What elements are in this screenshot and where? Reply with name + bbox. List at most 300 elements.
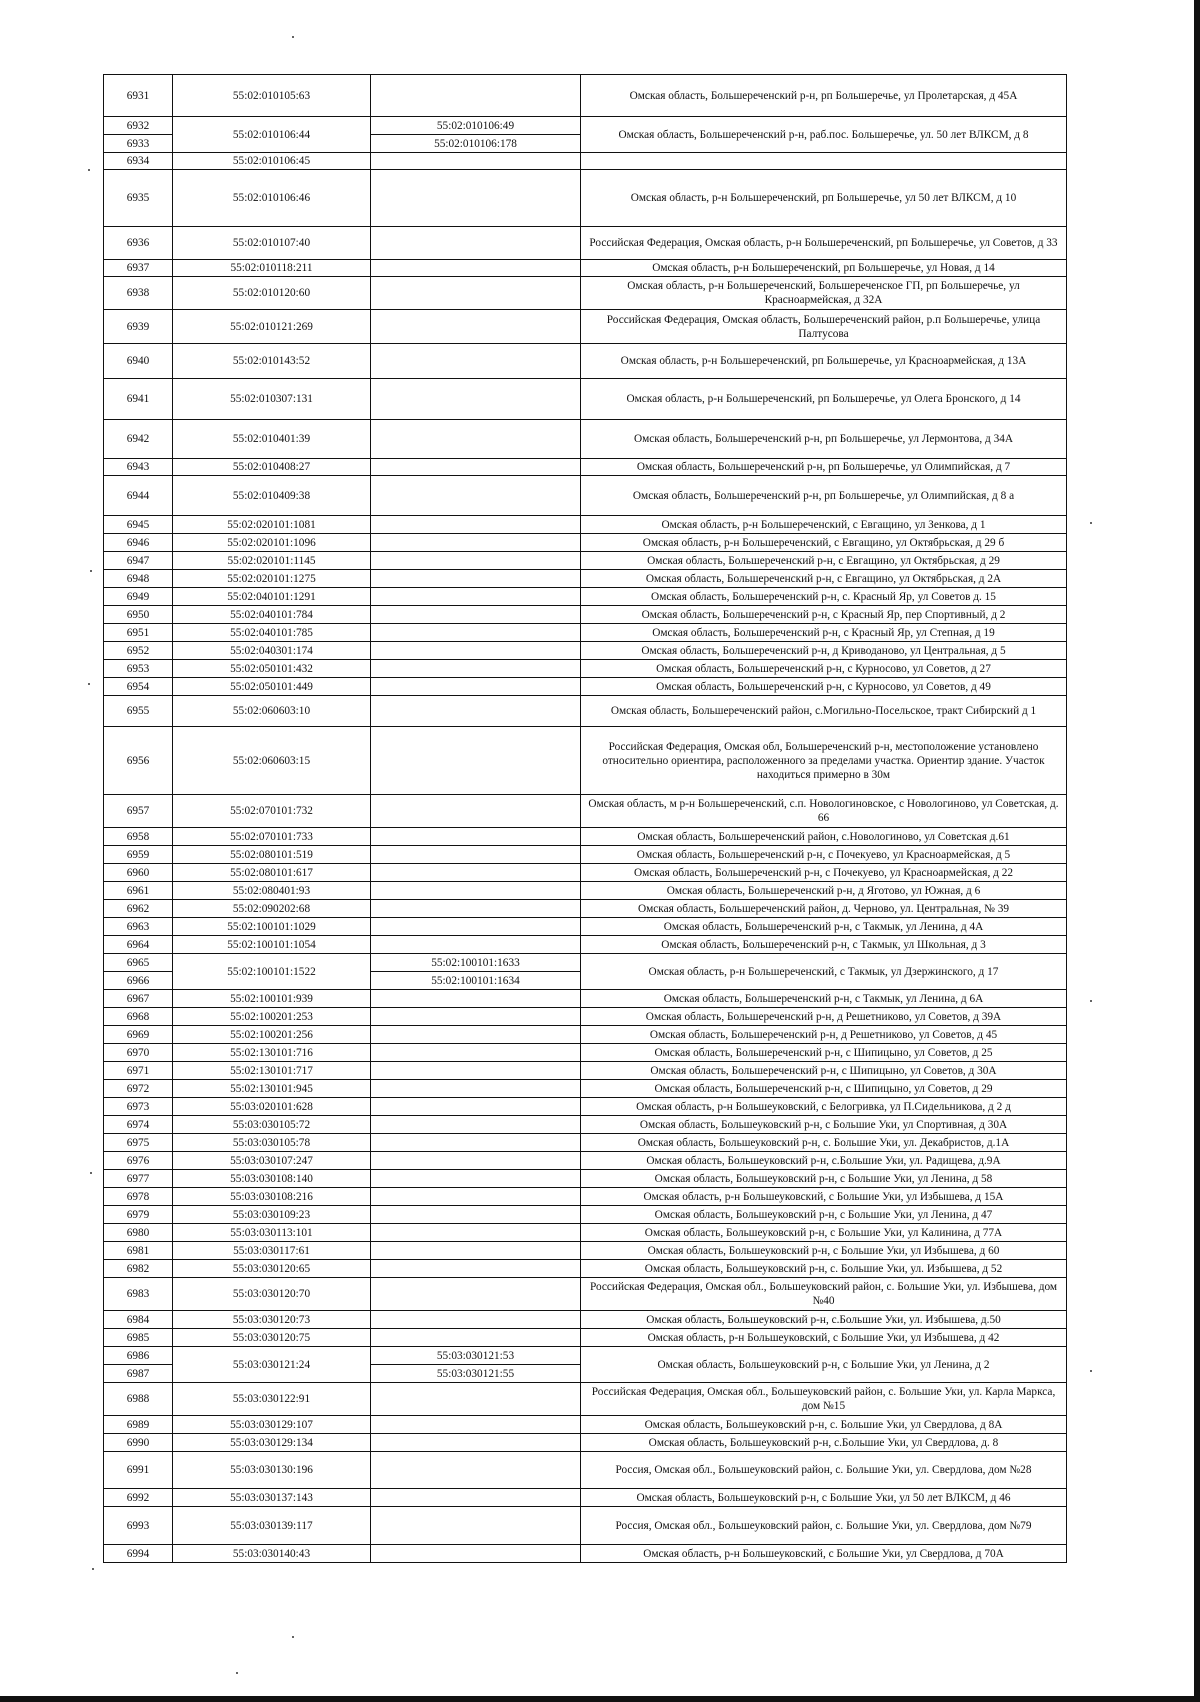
- scan-speck: [292, 1636, 294, 1638]
- related-cadastral-cell: [371, 1311, 581, 1329]
- row-number-cell: 6990: [104, 1434, 173, 1452]
- address-cell: Российская Федерация, Омская обл, Большереченский р-н, местоположение установлено относительно ориентира, расположенного за пределами участка. Ориентир здание. Участок находиться примерно в 30м: [581, 727, 1067, 795]
- scan-speck: [1090, 1370, 1092, 1372]
- row-number-cell: 6993: [104, 1507, 173, 1545]
- address-cell: Российская Федерация, Омская обл., Большеуковский район, с. Большие Уки, ул. Избышева, дом №40: [581, 1278, 1067, 1311]
- address-cell: [581, 153, 1067, 170]
- address-cell: Омская область, р-н Большереченский, рп Большеречье, ул Красноармейская, д 13А: [581, 344, 1067, 379]
- address-cell: Омская область, р-н Большереченский, с Евгащино, ул Зенкова, д 1: [581, 516, 1067, 534]
- cadastral-number-cell: 55:02:010107:40: [173, 227, 371, 260]
- related-cadastral-cell: [371, 1416, 581, 1434]
- row-number-cell: 6965: [104, 954, 173, 972]
- table-row: [104, 660, 1067, 678]
- cadastral-number-cell: 55:02:080401:93: [173, 882, 371, 900]
- cadastral-number-cell: 55:03:030129:134: [173, 1434, 371, 1452]
- table-row: [104, 1062, 1067, 1080]
- related-cadastral-cell: [371, 1242, 581, 1260]
- table-row: [104, 1098, 1067, 1116]
- row-number-cell: 6969: [104, 1026, 173, 1044]
- related-cadastral-cell: [371, 570, 581, 588]
- address-cell: Омская область, Большереченский р-н, с Такмык, ул Ленина, д 4А: [581, 918, 1067, 936]
- related-cadastral-cell: [371, 678, 581, 696]
- cadastral-number-cell: 55:02:060603:10: [173, 696, 371, 727]
- registry-table: [103, 74, 1067, 1563]
- row-number-cell: 6946: [104, 534, 173, 552]
- cadastral-number-cell: 55:02:010121:269: [173, 310, 371, 344]
- table-row: [104, 1242, 1067, 1260]
- related-cadastral-cell: [371, 476, 581, 516]
- row-number-cell: 6992: [104, 1489, 173, 1507]
- row-number-cell: 6933: [104, 135, 173, 153]
- table-row: [104, 1416, 1067, 1434]
- address-cell: Омская область, р-н Большереченский, с Евгащино, ул Октябрьская, д 29 б: [581, 534, 1067, 552]
- related-cadastral-cell: [371, 260, 581, 277]
- address-cell: Омская область, Большереченский р-н, с Шипицыно, ул Советов, д 30А: [581, 1062, 1067, 1080]
- table-row: [104, 606, 1067, 624]
- table-row: [104, 1311, 1067, 1329]
- table-row: [104, 1278, 1067, 1311]
- related-cadastral-cell: [371, 1152, 581, 1170]
- scan-speck: [88, 169, 90, 171]
- registry-body: [104, 75, 1067, 1563]
- row-number-cell: 6954: [104, 678, 173, 696]
- address-cell: Омская область, Большеуковский р-н, с.Большие Уки, ул Свердлова, д. 8: [581, 1434, 1067, 1452]
- cadastral-number-cell: 55:02:080101:519: [173, 846, 371, 864]
- row-number-cell: 6955: [104, 696, 173, 727]
- address-cell: Омская область, Большереченский р-н, с Шипицыно, ул Советов, д 29: [581, 1080, 1067, 1098]
- cadastral-number-cell: 55:02:010106:45: [173, 153, 371, 170]
- address-cell: Омская область, Большеуковский р-н, с. Большие Уки, ул Свердлова, д 8А: [581, 1416, 1067, 1434]
- address-cell: Российская Федерация, Омская обл., Большеуковский район, с. Большие Уки, ул. Карла Маркса, дом №15: [581, 1383, 1067, 1416]
- row-number-cell: 6980: [104, 1224, 173, 1242]
- address-cell: Омская область, Большереченский р-н, с Красный Яр, пер Спортивный, д 2: [581, 606, 1067, 624]
- cadastral-number-cell: 55:03:030130:196: [173, 1452, 371, 1489]
- cadastral-number-cell: 55:02:040101:784: [173, 606, 371, 624]
- cadastral-number-cell: 55:02:070101:732: [173, 795, 371, 828]
- cadastral-number-cell: 55:02:100101:1522: [173, 954, 371, 990]
- related-cadastral-cell: [371, 1044, 581, 1062]
- related-cadastral-cell: 55:02:100101:1634: [371, 972, 581, 990]
- cadastral-number-cell: 55:02:010106:46: [173, 170, 371, 227]
- table-row: [104, 379, 1067, 420]
- table-row: [104, 1507, 1067, 1545]
- cadastral-number-cell: 55:03:030122:91: [173, 1383, 371, 1416]
- table-row: [104, 1170, 1067, 1188]
- address-cell: Омская область, Большеуковский р-н, с. Большие Уки, ул. Избышева, д 52: [581, 1260, 1067, 1278]
- address-cell: Омская область, Большереченский р-н, с Курносово, ул Советов, д 49: [581, 678, 1067, 696]
- row-number-cell: 6945: [104, 516, 173, 534]
- table-row: [104, 117, 1067, 135]
- related-cadastral-cell: 55:03:030121:53: [371, 1347, 581, 1365]
- cadastral-number-cell: 55:02:080101:617: [173, 864, 371, 882]
- address-cell: Омская область, Большеуковский р-н, с.Большие Уки, ул. Радищева, д.9А: [581, 1152, 1067, 1170]
- related-cadastral-cell: [371, 828, 581, 846]
- address-cell: Омская область, р-н Большеуковский, с Большие Уки, ул Избышева, д 42: [581, 1329, 1067, 1347]
- table-row: [104, 1134, 1067, 1152]
- row-number-cell: 6971: [104, 1062, 173, 1080]
- table-row: [104, 1452, 1067, 1489]
- table-row: [104, 918, 1067, 936]
- cadastral-number-cell: 55:02:100201:253: [173, 1008, 371, 1026]
- address-cell: Омская область, Большереченский р-н, с Красный Яр, ул Степная, д 19: [581, 624, 1067, 642]
- cadastral-number-cell: 55:03:030105:72: [173, 1116, 371, 1134]
- related-cadastral-cell: [371, 1098, 581, 1116]
- row-number-cell: 6988: [104, 1383, 173, 1416]
- row-number-cell: 6949: [104, 588, 173, 606]
- row-number-cell: 6951: [104, 624, 173, 642]
- row-number-cell: 6940: [104, 344, 173, 379]
- related-cadastral-cell: [371, 516, 581, 534]
- row-number-cell: 6950: [104, 606, 173, 624]
- cadastral-number-cell: 55:02:010120:60: [173, 277, 371, 310]
- cadastral-number-cell: 55:02:010106:44: [173, 117, 371, 153]
- table-row: [104, 642, 1067, 660]
- address-cell: Омская область, Большеуковский р-н, с Большие Уки, ул Ленина, д 2: [581, 1347, 1067, 1383]
- cadastral-number-cell: 55:02:070101:733: [173, 828, 371, 846]
- related-cadastral-cell: [371, 900, 581, 918]
- related-cadastral-cell: [371, 170, 581, 227]
- cadastral-number-cell: 55:02:060603:15: [173, 727, 371, 795]
- address-cell: Омская область, Большеуковский р-н, с Большие Уки, ул Ленина, д 58: [581, 1170, 1067, 1188]
- related-cadastral-cell: [371, 75, 581, 117]
- row-number-cell: 6987: [104, 1365, 173, 1383]
- cadastral-number-cell: 55:02:010118:211: [173, 260, 371, 277]
- related-cadastral-cell: [371, 795, 581, 828]
- cadastral-number-cell: 55:03:030117:61: [173, 1242, 371, 1260]
- row-number-cell: 6994: [104, 1545, 173, 1563]
- address-cell: Омская область, Большереченский р-н, с Почекуево, ул Красноармейская, д 5: [581, 846, 1067, 864]
- cadastral-number-cell: 55:03:030120:73: [173, 1311, 371, 1329]
- cadastral-number-cell: 55:02:050101:449: [173, 678, 371, 696]
- address-cell: Омская область, Большеуковский р-н, с Большие Уки, ул Спортивная, д 30А: [581, 1116, 1067, 1134]
- related-cadastral-cell: [371, 624, 581, 642]
- related-cadastral-cell: [371, 642, 581, 660]
- row-number-cell: 6957: [104, 795, 173, 828]
- row-number-cell: 6984: [104, 1311, 173, 1329]
- table-row: [104, 570, 1067, 588]
- address-cell: Омская область, Большереченский р-н, рп Большеречье, ул Олимпийская, д 8 а: [581, 476, 1067, 516]
- related-cadastral-cell: [371, 918, 581, 936]
- row-number-cell: 6932: [104, 117, 173, 135]
- related-cadastral-cell: [371, 1260, 581, 1278]
- address-cell: Омская область, р-н Большереченский, с Такмык, ул Дзержинского, д 17: [581, 954, 1067, 990]
- scan-speck: [90, 1172, 92, 1174]
- scan-speck: [292, 36, 294, 38]
- cadastral-number-cell: 55:03:030120:65: [173, 1260, 371, 1278]
- cadastral-number-cell: 55:03:030121:24: [173, 1347, 371, 1383]
- scan-speck: [1090, 1000, 1092, 1002]
- related-cadastral-cell: 55:02:100101:1633: [371, 954, 581, 972]
- cadastral-number-cell: 55:03:030129:107: [173, 1416, 371, 1434]
- related-cadastral-cell: [371, 1080, 581, 1098]
- related-cadastral-cell: [371, 1434, 581, 1452]
- address-cell: Россия, Омская обл., Большеуковский район, с. Большие Уки, ул. Свердлова, дом №79: [581, 1507, 1067, 1545]
- cadastral-number-cell: 55:02:020101:1081: [173, 516, 371, 534]
- table-row: [104, 1152, 1067, 1170]
- related-cadastral-cell: [371, 1170, 581, 1188]
- cadastral-number-cell: 55:03:020101:628: [173, 1098, 371, 1116]
- row-number-cell: 6968: [104, 1008, 173, 1026]
- table-row: [104, 1260, 1067, 1278]
- row-number-cell: 6976: [104, 1152, 173, 1170]
- cadastral-number-cell: 55:02:010408:27: [173, 459, 371, 476]
- row-number-cell: 6959: [104, 846, 173, 864]
- row-number-cell: 6931: [104, 75, 173, 117]
- address-cell: Омская область, Большеуковский р-н, с.Большие Уки, ул. Избышева, д.50: [581, 1311, 1067, 1329]
- cadastral-number-cell: 55:02:010401:39: [173, 420, 371, 459]
- table-row: [104, 1434, 1067, 1452]
- related-cadastral-cell: [371, 1134, 581, 1152]
- row-number-cell: 6972: [104, 1080, 173, 1098]
- address-cell: Омская область, Большереченский р-н, рп Большеречье, ул Пролетарская, д 45А: [581, 75, 1067, 117]
- related-cadastral-cell: [371, 1188, 581, 1206]
- address-cell: Омская область, р-н Большеуковский, с Большие Уки, ул Свердлова, д 70А: [581, 1545, 1067, 1563]
- address-cell: Омская область, Большереченский р-н, д Решетниково, ул Советов, д 39А: [581, 1008, 1067, 1026]
- table-row: [104, 476, 1067, 516]
- table-row: [104, 1347, 1067, 1365]
- table-row: [104, 624, 1067, 642]
- address-cell: Омская область, р-н Большеуковский, с Большие Уки, ул Избышева, д 15А: [581, 1188, 1067, 1206]
- address-cell: Омская область, Большеуковский р-н, с Большие Уки, ул Избышева, д 60: [581, 1242, 1067, 1260]
- cadastral-number-cell: 55:03:030120:70: [173, 1278, 371, 1311]
- related-cadastral-cell: [371, 1062, 581, 1080]
- cadastral-number-cell: 55:03:030137:143: [173, 1489, 371, 1507]
- table-row: [104, 1008, 1067, 1026]
- cadastral-number-cell: 55:02:100101:1029: [173, 918, 371, 936]
- table-row: [104, 1489, 1067, 1507]
- related-cadastral-cell: [371, 1008, 581, 1026]
- address-cell: Омская область, Большеуковский р-н, с. Большие Уки, ул. Декабристов, д.1А: [581, 1134, 1067, 1152]
- table-row: [104, 588, 1067, 606]
- cadastral-number-cell: 55:03:030107:247: [173, 1152, 371, 1170]
- related-cadastral-cell: [371, 1329, 581, 1347]
- scan-speck: [1090, 522, 1092, 524]
- table-row: [104, 1026, 1067, 1044]
- address-cell: Омская область, Большереченский р-н, раб.пос. Большеречье, ул. 50 лет ВЛКСМ, д 8: [581, 117, 1067, 153]
- address-cell: Омская область, Большереченский р-н, д Яготово, ул Южная, д 6: [581, 882, 1067, 900]
- table-row: [104, 1116, 1067, 1134]
- related-cadastral-cell: [371, 1206, 581, 1224]
- address-cell: Омская область, р-н Большеуковский, с Белогривка, ул П.Сидельникова, д 2 д: [581, 1098, 1067, 1116]
- row-number-cell: 6943: [104, 459, 173, 476]
- table-row: [104, 170, 1067, 227]
- related-cadastral-cell: [371, 227, 581, 260]
- address-cell: Омская область, Большереченский р-н, с. Красный Яр, ул Советов д. 15: [581, 588, 1067, 606]
- cadastral-number-cell: 55:02:100101:1054: [173, 936, 371, 954]
- related-cadastral-cell: [371, 1026, 581, 1044]
- related-cadastral-cell: [371, 310, 581, 344]
- related-cadastral-cell: [371, 420, 581, 459]
- table-row: [104, 75, 1067, 117]
- row-number-cell: 6989: [104, 1416, 173, 1434]
- page-edge-bottom: [0, 1696, 1200, 1702]
- address-cell: Омская область, Большеуковский р-н, с Большие Уки, ул Калинина, д 77А: [581, 1224, 1067, 1242]
- cadastral-number-cell: 55:02:020101:1096: [173, 534, 371, 552]
- row-number-cell: 6952: [104, 642, 173, 660]
- cadastral-number-cell: 55:03:030140:43: [173, 1545, 371, 1563]
- address-cell: Российская Федерация, Омская область, р-н Большереченский, рп Большеречье, ул Советов, д 33: [581, 227, 1067, 260]
- cadastral-number-cell: 55:02:020101:1145: [173, 552, 371, 570]
- cadastral-number-cell: 55:03:030108:140: [173, 1170, 371, 1188]
- address-cell: Омская область, Большереченский р-н, д Решетниково, ул Советов, д 45: [581, 1026, 1067, 1044]
- table-row: [104, 828, 1067, 846]
- related-cadastral-cell: [371, 727, 581, 795]
- table-row: [104, 1188, 1067, 1206]
- row-number-cell: 6941: [104, 379, 173, 420]
- table-row: [104, 534, 1067, 552]
- row-number-cell: 6970: [104, 1044, 173, 1062]
- row-number-cell: 6962: [104, 900, 173, 918]
- cadastral-number-cell: 55:02:020101:1275: [173, 570, 371, 588]
- cadastral-number-cell: 55:02:090202:68: [173, 900, 371, 918]
- row-number-cell: 6935: [104, 170, 173, 227]
- table-row: [104, 795, 1067, 828]
- related-cadastral-cell: [371, 1507, 581, 1545]
- related-cadastral-cell: 55:03:030121:55: [371, 1365, 581, 1383]
- cadastral-number-cell: 55:02:010143:52: [173, 344, 371, 379]
- table-row: [104, 1044, 1067, 1062]
- row-number-cell: 6973: [104, 1098, 173, 1116]
- related-cadastral-cell: [371, 606, 581, 624]
- related-cadastral-cell: [371, 660, 581, 678]
- row-number-cell: 6967: [104, 990, 173, 1008]
- address-cell: Омская область, Большереченский р-н, с Шипицыно, ул Советов, д 25: [581, 1044, 1067, 1062]
- row-number-cell: 6944: [104, 476, 173, 516]
- related-cadastral-cell: [371, 1452, 581, 1489]
- address-cell: Омская область, Большереченский р-н, с Такмык, ул Школьная, д 3: [581, 936, 1067, 954]
- address-cell: Омская область, м р-н Большереченский, с.п. Новологиновское, с Новологиново, ул Советская, д. 66: [581, 795, 1067, 828]
- address-cell: Россия, Омская обл., Большеуковский район, с. Большие Уки, ул. Свердлова, дом №28: [581, 1452, 1067, 1489]
- row-number-cell: 6978: [104, 1188, 173, 1206]
- cadastral-number-cell: 55:02:040301:174: [173, 642, 371, 660]
- row-number-cell: 6966: [104, 972, 173, 990]
- related-cadastral-cell: [371, 846, 581, 864]
- address-cell: Омская область, Большереченский район, д. Черново, ул. Центральная, № 39: [581, 900, 1067, 918]
- related-cadastral-cell: [371, 864, 581, 882]
- cadastral-number-cell: 55:02:040101:1291: [173, 588, 371, 606]
- cadastral-number-cell: 55:03:030109:23: [173, 1206, 371, 1224]
- address-cell: Омская область, Большереченский р-н, рп Большеречье, ул Олимпийская, д 7: [581, 459, 1067, 476]
- related-cadastral-cell: [371, 936, 581, 954]
- related-cadastral-cell: [371, 534, 581, 552]
- address-cell: Омская область, р-н Большереченский, Большереченское ГП, рп Большеречье, ул Красноармейская, д 32А: [581, 277, 1067, 310]
- row-number-cell: 6953: [104, 660, 173, 678]
- address-cell: Российская Федерация, Омская область, Большереченский район, р.п Большеречье, улица Палтусова: [581, 310, 1067, 344]
- address-cell: Омская область, Большереченский р-н, с Курносово, ул Советов, д 27: [581, 660, 1067, 678]
- row-number-cell: 6960: [104, 864, 173, 882]
- related-cadastral-cell: [371, 1545, 581, 1563]
- table-row: [104, 954, 1067, 972]
- address-cell: Омская область, Большеуковский р-н, с Большие Уки, ул Ленина, д 47: [581, 1206, 1067, 1224]
- row-number-cell: 6961: [104, 882, 173, 900]
- table-row: [104, 936, 1067, 954]
- table-row: [104, 552, 1067, 570]
- cadastral-number-cell: 55:03:030139:117: [173, 1507, 371, 1545]
- table-row: [104, 1224, 1067, 1242]
- related-cadastral-cell: [371, 1383, 581, 1416]
- table-row: [104, 420, 1067, 459]
- row-number-cell: 6937: [104, 260, 173, 277]
- scan-speck: [90, 570, 92, 572]
- related-cadastral-cell: [371, 1116, 581, 1134]
- address-cell: Омская область, Большереченский р-н, с Такмык, ул Ленина, д 6А: [581, 990, 1067, 1008]
- table-row: [104, 1206, 1067, 1224]
- related-cadastral-cell: 55:02:010106:49: [371, 117, 581, 135]
- cadastral-number-cell: 55:02:010307:131: [173, 379, 371, 420]
- related-cadastral-cell: [371, 552, 581, 570]
- row-number-cell: 6982: [104, 1260, 173, 1278]
- row-number-cell: 6963: [104, 918, 173, 936]
- related-cadastral-cell: 55:02:010106:178: [371, 135, 581, 153]
- row-number-cell: 6956: [104, 727, 173, 795]
- row-number-cell: 6964: [104, 936, 173, 954]
- related-cadastral-cell: [371, 1224, 581, 1242]
- table-row: [104, 678, 1067, 696]
- table-row: [104, 864, 1067, 882]
- related-cadastral-cell: [371, 459, 581, 476]
- scan-speck: [92, 1568, 94, 1570]
- table-row: [104, 900, 1067, 918]
- table-row: [104, 227, 1067, 260]
- table-row: [104, 882, 1067, 900]
- address-cell: Омская область, Большереченский р-н, рп Большеречье, ул Лермонтова, д 34А: [581, 420, 1067, 459]
- cadastral-number-cell: 55:02:100201:256: [173, 1026, 371, 1044]
- row-number-cell: 6975: [104, 1134, 173, 1152]
- table-row: [104, 260, 1067, 277]
- page-edge-right: [1194, 0, 1200, 1702]
- table-row: [104, 1080, 1067, 1098]
- related-cadastral-cell: [371, 277, 581, 310]
- table-row: [104, 1383, 1067, 1416]
- cadastral-number-cell: 55:03:030105:78: [173, 1134, 371, 1152]
- cadastral-number-cell: 55:02:040101:785: [173, 624, 371, 642]
- related-cadastral-cell: [371, 990, 581, 1008]
- scan-speck: [88, 683, 90, 685]
- cadastral-number-cell: 55:02:130101:945: [173, 1080, 371, 1098]
- row-number-cell: 6979: [104, 1206, 173, 1224]
- table-row: [104, 344, 1067, 379]
- address-cell: Омская область, р-н Большереченский, рп Большеречье, ул Олега Бронского, д 14: [581, 379, 1067, 420]
- related-cadastral-cell: [371, 379, 581, 420]
- address-cell: Омская область, Большереченский район, с.Могильно-Посельское, тракт Сибирский д 1: [581, 696, 1067, 727]
- table-row: [104, 1545, 1067, 1563]
- address-cell: Омская область, р-н Большереченский, рп Большеречье, ул Новая, д 14: [581, 260, 1067, 277]
- address-cell: Омская область, Большереченский район, с.Новологиново, ул Советская д.61: [581, 828, 1067, 846]
- related-cadastral-cell: [371, 882, 581, 900]
- table-row: [104, 277, 1067, 310]
- cadastral-number-cell: 55:02:050101:432: [173, 660, 371, 678]
- row-number-cell: 6938: [104, 277, 173, 310]
- cadastral-number-cell: 55:02:130101:716: [173, 1044, 371, 1062]
- table-row: [104, 153, 1067, 170]
- cadastral-number-cell: 55:02:010105:63: [173, 75, 371, 117]
- related-cadastral-cell: [371, 153, 581, 170]
- row-number-cell: 6977: [104, 1170, 173, 1188]
- cadastral-number-cell: 55:02:010409:38: [173, 476, 371, 516]
- table-row: [104, 1329, 1067, 1347]
- cadastral-number-cell: 55:03:030108:216: [173, 1188, 371, 1206]
- address-cell: Омская область, Большереченский р-н, с Почекуево, ул Красноармейская, д 22: [581, 864, 1067, 882]
- row-number-cell: 6983: [104, 1278, 173, 1311]
- address-cell: Омская область, Большереченский р-н, с Евгащино, ул Октябрьская, д 2А: [581, 570, 1067, 588]
- table-row: [104, 459, 1067, 476]
- cadastral-number-cell: 55:02:130101:717: [173, 1062, 371, 1080]
- row-number-cell: 6939: [104, 310, 173, 344]
- cadastral-number-cell: 55:02:100101:939: [173, 990, 371, 1008]
- row-number-cell: 6936: [104, 227, 173, 260]
- row-number-cell: 6947: [104, 552, 173, 570]
- related-cadastral-cell: [371, 1278, 581, 1311]
